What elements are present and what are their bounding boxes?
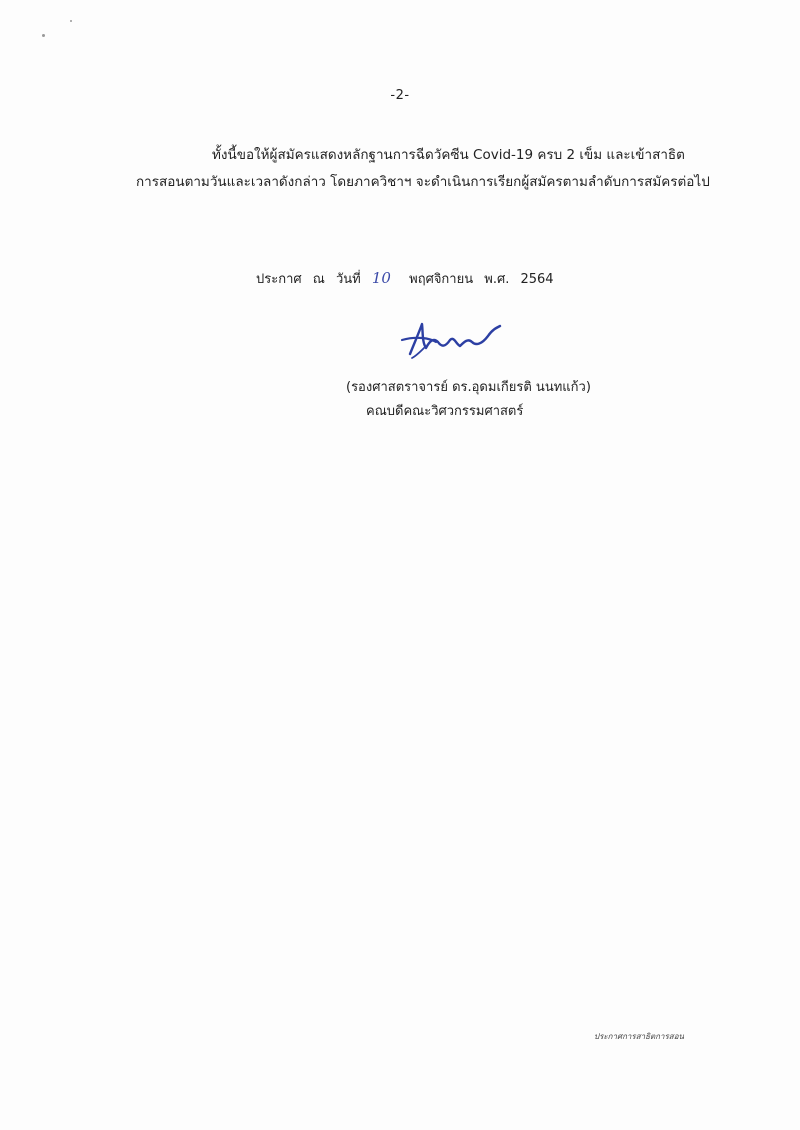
scan-speck <box>42 34 45 37</box>
footer-reference: ประกาศการสาธิตการสอน <box>594 1032 684 1041</box>
scan-speck <box>70 20 72 22</box>
body-line-2: การสอนตามวันและเวลาดังกล่าว โดยภาควิชาฯ จะดำเนินการเรียกผู้สมัครตามลำดับการสมัครต่อไป <box>136 174 710 190</box>
announcement-at: ณ <box>312 272 325 287</box>
announcement-era: พ.ศ. <box>484 272 510 287</box>
announcement-date-line <box>256 268 561 289</box>
announcement-day-label: วันที่ <box>335 272 361 287</box>
handwritten-day: 10 <box>371 269 391 287</box>
page-number: -2- <box>390 88 410 103</box>
signer-name: (รองศาสตราจารย์ ดร.อุดมเกียรติ นนทแก้ว) <box>346 380 591 395</box>
signature-icon <box>396 318 506 368</box>
announcement-month: พฤศจิกายน <box>409 272 474 287</box>
announcement-prefix: ประกาศ <box>256 272 302 287</box>
signer-position: คณบดีคณะวิศวกรรมศาสตร์ <box>366 404 524 419</box>
announcement-year: 2564 <box>520 272 554 287</box>
body-line-1: ทั้งนี้ขอให้ผู้สมัครแสดงหลักฐานการฉีดวัคซีน Covid-19 ครบ 2 เข็ม และเข้าสาธิต <box>212 147 685 163</box>
